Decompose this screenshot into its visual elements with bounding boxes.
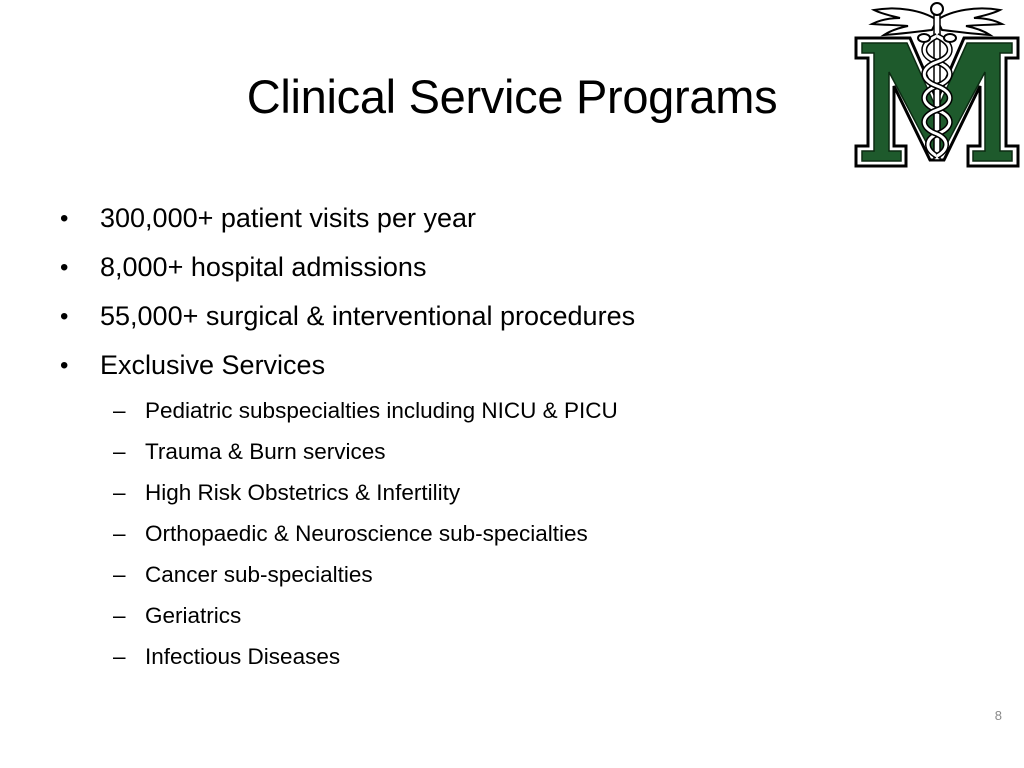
bullet-item — [0, 292, 1024, 341]
sub-bullet-item — [0, 513, 1024, 554]
bullet-marker: • — [60, 254, 69, 281]
sub-bullet-item — [0, 472, 1024, 513]
bullet-marker: • — [60, 205, 69, 232]
sub-bullet-marker: – — [113, 521, 126, 546]
sub-bullet-item — [0, 595, 1024, 636]
sub-bullet-text: High Risk Obstetrics & Infertility — [145, 480, 461, 505]
sub-bullet-text: Geriatrics — [145, 603, 242, 628]
bullet-text: 55,000+ surgical & interventional procedures — [100, 301, 636, 331]
caduceus-m-logo — [852, 0, 1022, 170]
bullet-marker: • — [60, 303, 69, 330]
sub-bullet-list — [0, 390, 1024, 677]
sub-bullet-text: Trauma & Burn services — [145, 439, 386, 464]
page-number: 8 — [994, 708, 1002, 723]
bullet-text: Exclusive Services — [100, 350, 326, 380]
bullet-item — [0, 194, 1024, 243]
slide-title: Clinical Service Programs — [246, 70, 778, 123]
sub-bullet-marker: – — [113, 603, 126, 628]
bullet-item — [0, 243, 1024, 292]
bullet-marker: • — [60, 352, 69, 379]
sub-bullet-text: Infectious Diseases — [145, 644, 341, 669]
sub-bullet-item — [0, 431, 1024, 472]
sub-bullet-group — [0, 390, 1024, 677]
sub-bullet-text: Pediatric subspecialties including NICU & PICU — [145, 398, 618, 423]
bullet-text: 8,000+ hospital admissions — [100, 252, 427, 282]
bullet-list — [0, 194, 1024, 677]
sub-bullet-item — [0, 636, 1024, 677]
sub-bullet-marker: – — [113, 398, 126, 423]
bullet-item — [0, 341, 1024, 390]
sub-bullet-text: Cancer sub-specialties — [145, 562, 373, 587]
sub-bullet-marker: – — [113, 439, 126, 464]
bullet-text: 300,000+ patient visits per year — [100, 203, 476, 233]
sub-bullet-item — [0, 390, 1024, 431]
sub-bullet-item — [0, 554, 1024, 595]
sub-bullet-text: Orthopaedic & Neuroscience sub-specialties — [145, 521, 588, 546]
sub-bullet-marker: – — [113, 644, 126, 669]
sub-bullet-marker: – — [113, 480, 126, 505]
sub-bullet-marker: – — [113, 562, 126, 587]
